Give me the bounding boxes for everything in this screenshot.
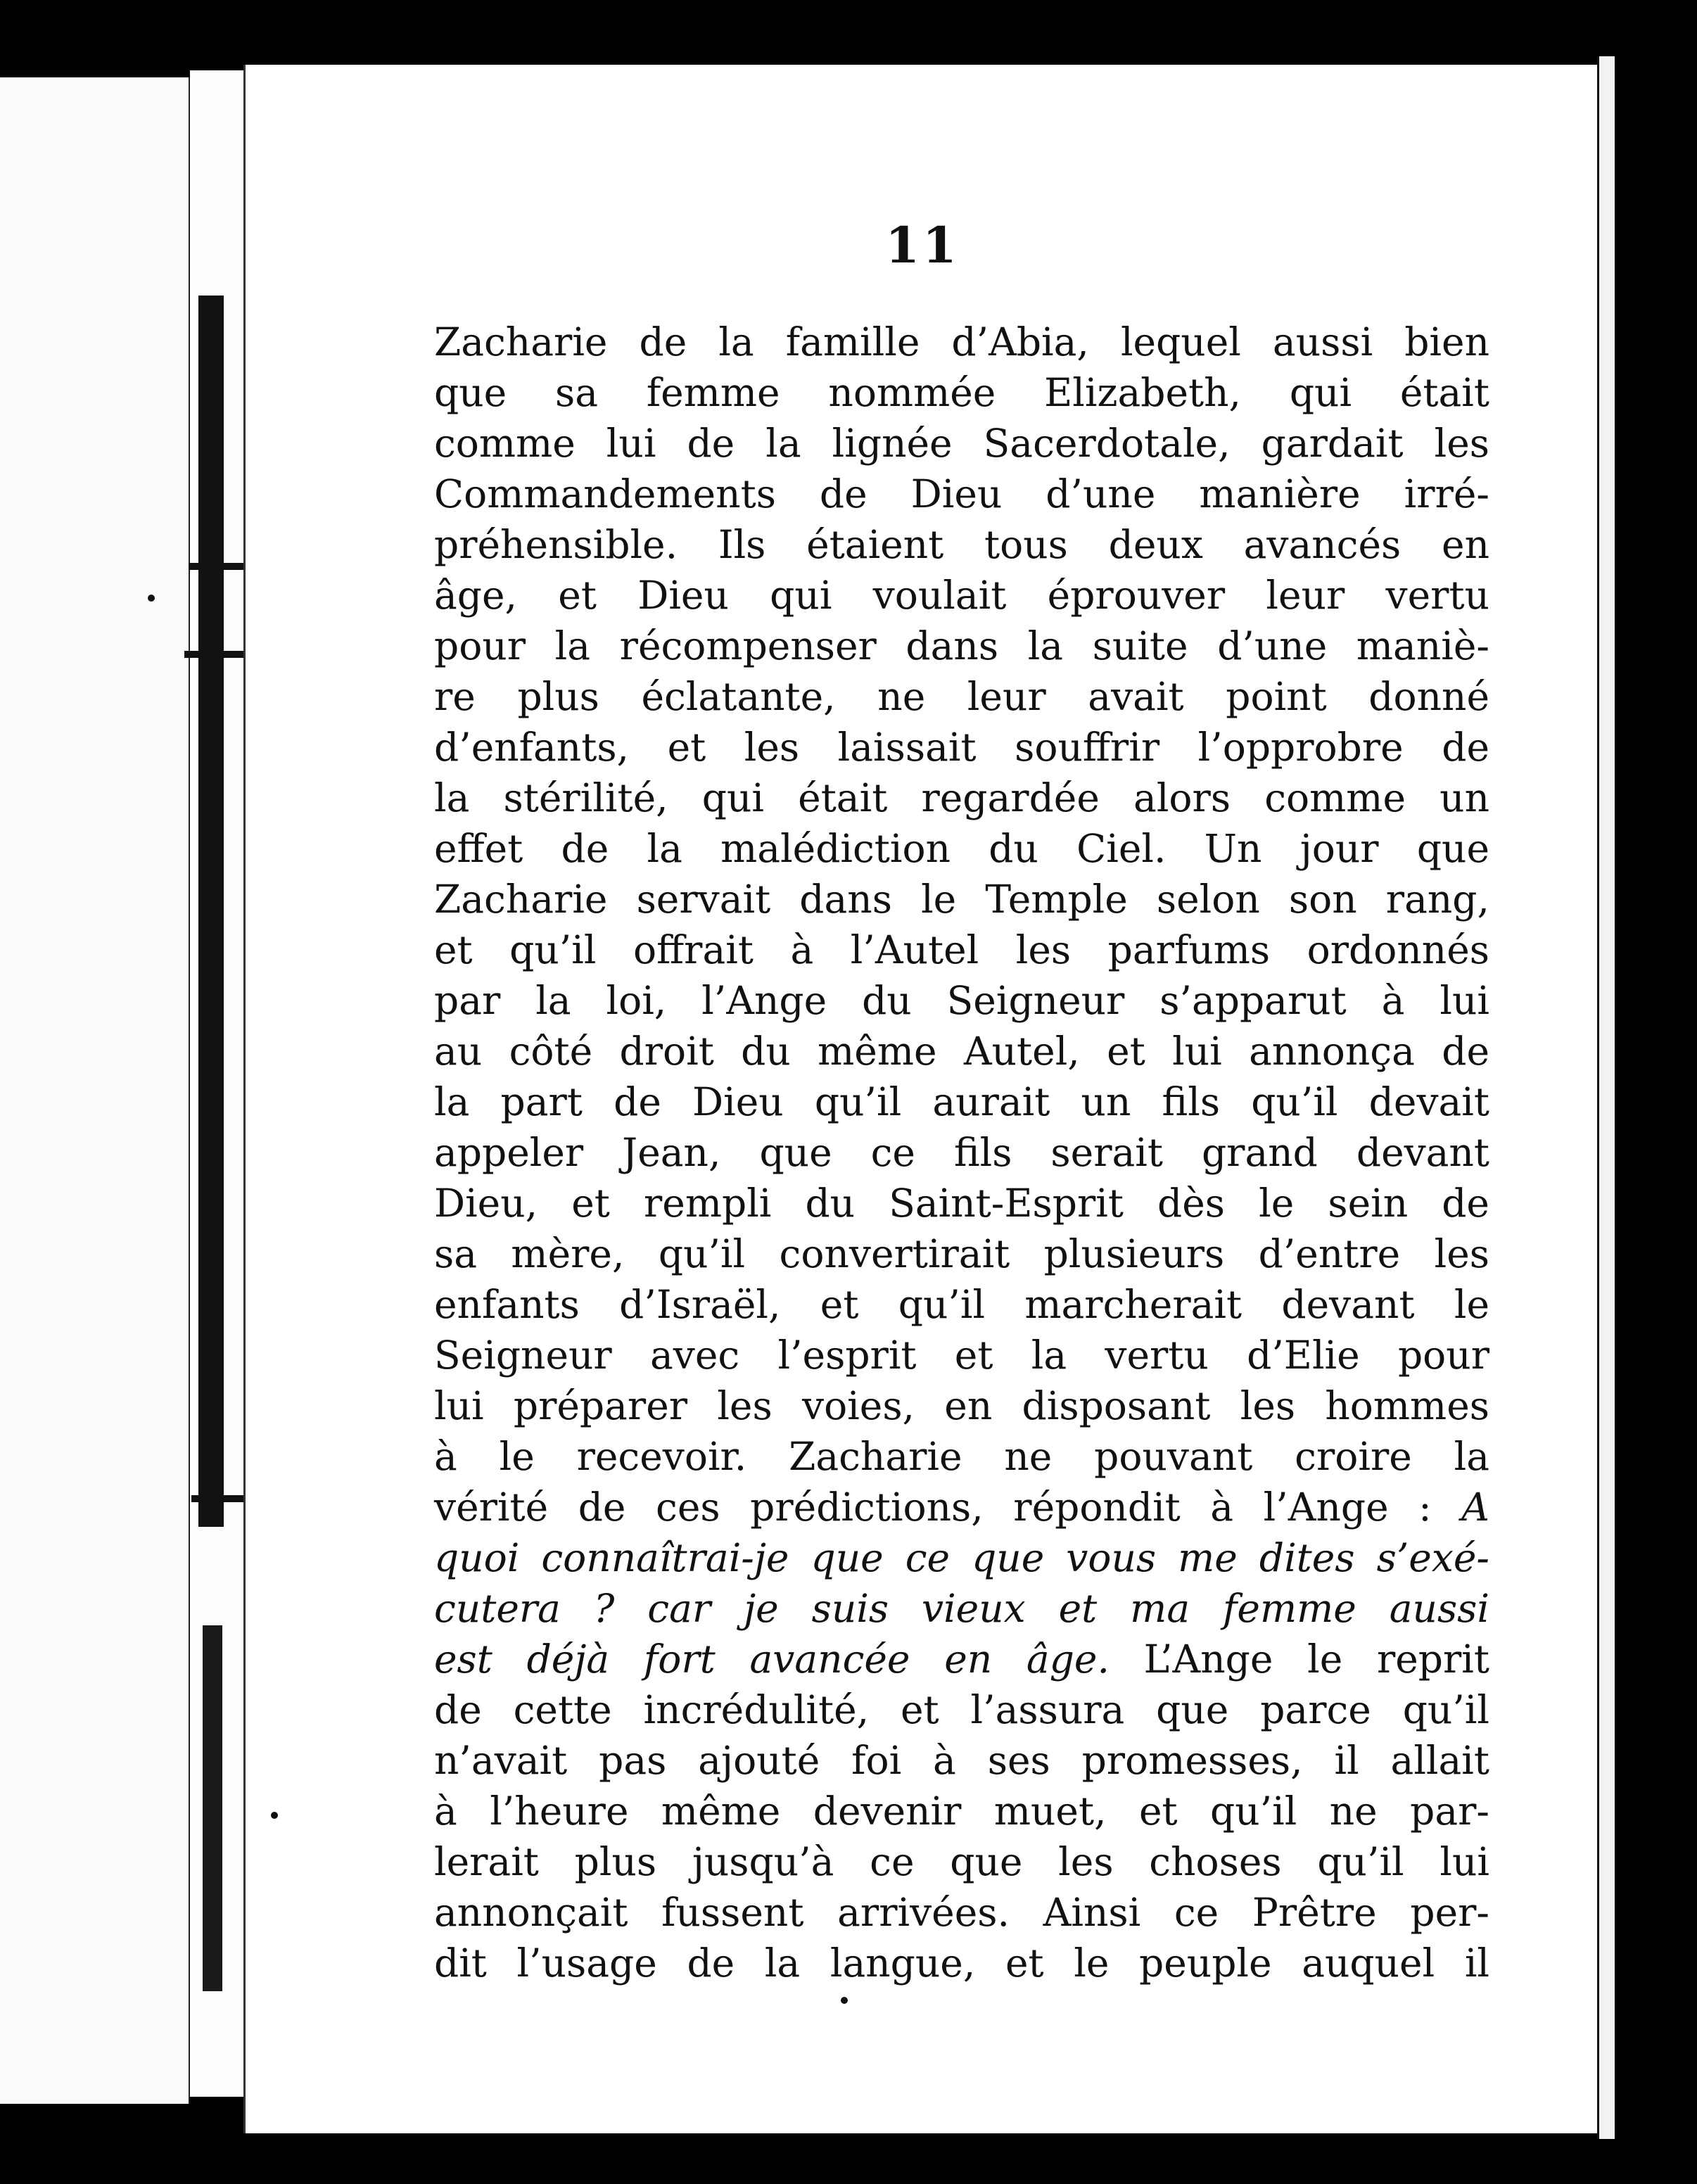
text-span: à l’heure même devenir muet, et qu’il ne par-	[434, 1789, 1489, 1834]
speck	[271, 1812, 278, 1819]
text-line	[434, 1786, 1489, 1836]
text-line	[434, 1127, 1489, 1178]
text-span: que sa femme nommée Elizabeth, qui était	[434, 370, 1489, 415]
text-span: par la loi, l’Ange du Seigneur s’apparut à lui	[434, 978, 1489, 1023]
text-line	[434, 1431, 1489, 1482]
text-span: Zacharie servait dans le Temple selon son rang,	[434, 877, 1489, 922]
text-span: comme lui de la lignée Sacerdotale, gardait les	[434, 421, 1489, 466]
text-line	[434, 773, 1489, 823]
text-line	[434, 975, 1489, 1026]
text-span: à le recevoir. Zacharie ne pouvant croire la	[434, 1434, 1489, 1479]
text-line	[434, 874, 1489, 925]
text-line	[434, 722, 1489, 773]
text-span: sa mère, qu’il convertirait plusieurs d’entre les	[434, 1231, 1489, 1276]
text-span: vérité de ces prédictions, répondit à l’Ange :	[434, 1485, 1462, 1530]
text-line	[434, 1178, 1489, 1228]
text-span: de cette incrédulité, et l’assura que parce qu’il	[434, 1687, 1489, 1732]
italic-text: cutera ? car je suis vieux et ma femme aussi	[434, 1586, 1489, 1631]
text-line	[434, 367, 1489, 418]
text-line	[434, 469, 1489, 519]
text-line	[434, 1279, 1489, 1330]
text-span: Commandements de Dieu d’une manière irré-	[434, 471, 1489, 516]
binding-shadow	[198, 296, 224, 1527]
binding-shadow-lower	[203, 1625, 222, 1991]
text-span: enfants d’Israël, et qu’il marcherait devant le	[434, 1282, 1489, 1327]
text-span: la part de Dieu qu’il aurait un fils qu’il devait	[434, 1079, 1489, 1124]
text-line	[434, 1684, 1489, 1735]
text-span: au côté droit du même Autel, et lui annonça de	[434, 1029, 1489, 1074]
text-line	[434, 317, 1489, 367]
speck	[148, 595, 155, 602]
text-span: L’Ange le reprit	[1109, 1637, 1489, 1682]
text-span: Seigneur avec l’esprit et la vertu d’Elie pour	[434, 1333, 1489, 1378]
left-page-edge	[0, 77, 190, 2104]
italic-text: A	[1461, 1485, 1489, 1530]
text-line	[434, 1380, 1489, 1431]
italic-text: est déjà fort avancée en âge.	[434, 1637, 1110, 1682]
text-line	[434, 519, 1489, 570]
text-line	[434, 1077, 1489, 1127]
speck	[841, 1997, 848, 2004]
text-line	[434, 1482, 1489, 1532]
text-span: n’avait pas ajouté foi à ses promesses, il allait	[434, 1738, 1489, 1783]
text-span: effet de la malédiction du Ciel. Un jour que	[434, 826, 1489, 871]
text-line	[434, 1938, 1489, 1988]
text-span: Zacharie de la famille d’Abia, lequel aussi bien	[434, 319, 1489, 364]
text-line	[434, 1634, 1489, 1684]
italic-text: quoi connaîtrai-je que ce que vous me dites s’exé-	[434, 1535, 1489, 1580]
text-span: lui préparer les voies, en disposant les hommes	[434, 1383, 1489, 1428]
text-span: re plus éclatante, ne leur avait point donné	[434, 674, 1489, 719]
text-line	[434, 570, 1489, 621]
text-span: annonçait fussent arrivées. Ainsi ce Prêtre per-	[434, 1890, 1489, 1935]
right-page-edge	[1597, 56, 1615, 2139]
text-span: dit l’usage de la langue, et le peuple auquel il	[434, 1941, 1489, 1986]
text-span: préhensible. Ils étaient tous deux avancés en	[434, 522, 1489, 567]
text-line	[434, 1228, 1489, 1279]
text-line	[434, 1836, 1489, 1887]
text-span: Dieu, et rempli du Saint-Esprit dès le sein de	[434, 1181, 1489, 1226]
text-line	[434, 1583, 1489, 1634]
text-span: appeler Jean, que ce fils serait grand devant	[434, 1130, 1489, 1175]
body-text	[434, 317, 1489, 1988]
text-span: la stérilité, qui était regardée alors comme un	[434, 775, 1489, 820]
text-line	[434, 1026, 1489, 1077]
text-span: et qu’il offrait à l’Autel les parfums ordonnés	[434, 927, 1489, 972]
text-line	[434, 671, 1489, 722]
text-span: âge, et Dieu qui voulait éprouver leur vertu	[434, 573, 1489, 618]
page	[243, 65, 1599, 2133]
text-line	[434, 1735, 1489, 1786]
text-line	[434, 1532, 1489, 1583]
text-span: pour la récompenser dans la suite d’une maniè-	[434, 623, 1489, 668]
text-line	[434, 925, 1489, 975]
text-span: lerait plus jusqu’à ce que les choses qu’il lui	[434, 1839, 1489, 1884]
text-line	[434, 621, 1489, 671]
page-number: 11	[885, 216, 960, 274]
text-line	[434, 823, 1489, 874]
text-line	[434, 1330, 1489, 1380]
text-line	[434, 1887, 1489, 1938]
text-line	[434, 418, 1489, 469]
text-span: d’enfants, et les laissait souffrir l’opprobre de	[434, 725, 1489, 770]
